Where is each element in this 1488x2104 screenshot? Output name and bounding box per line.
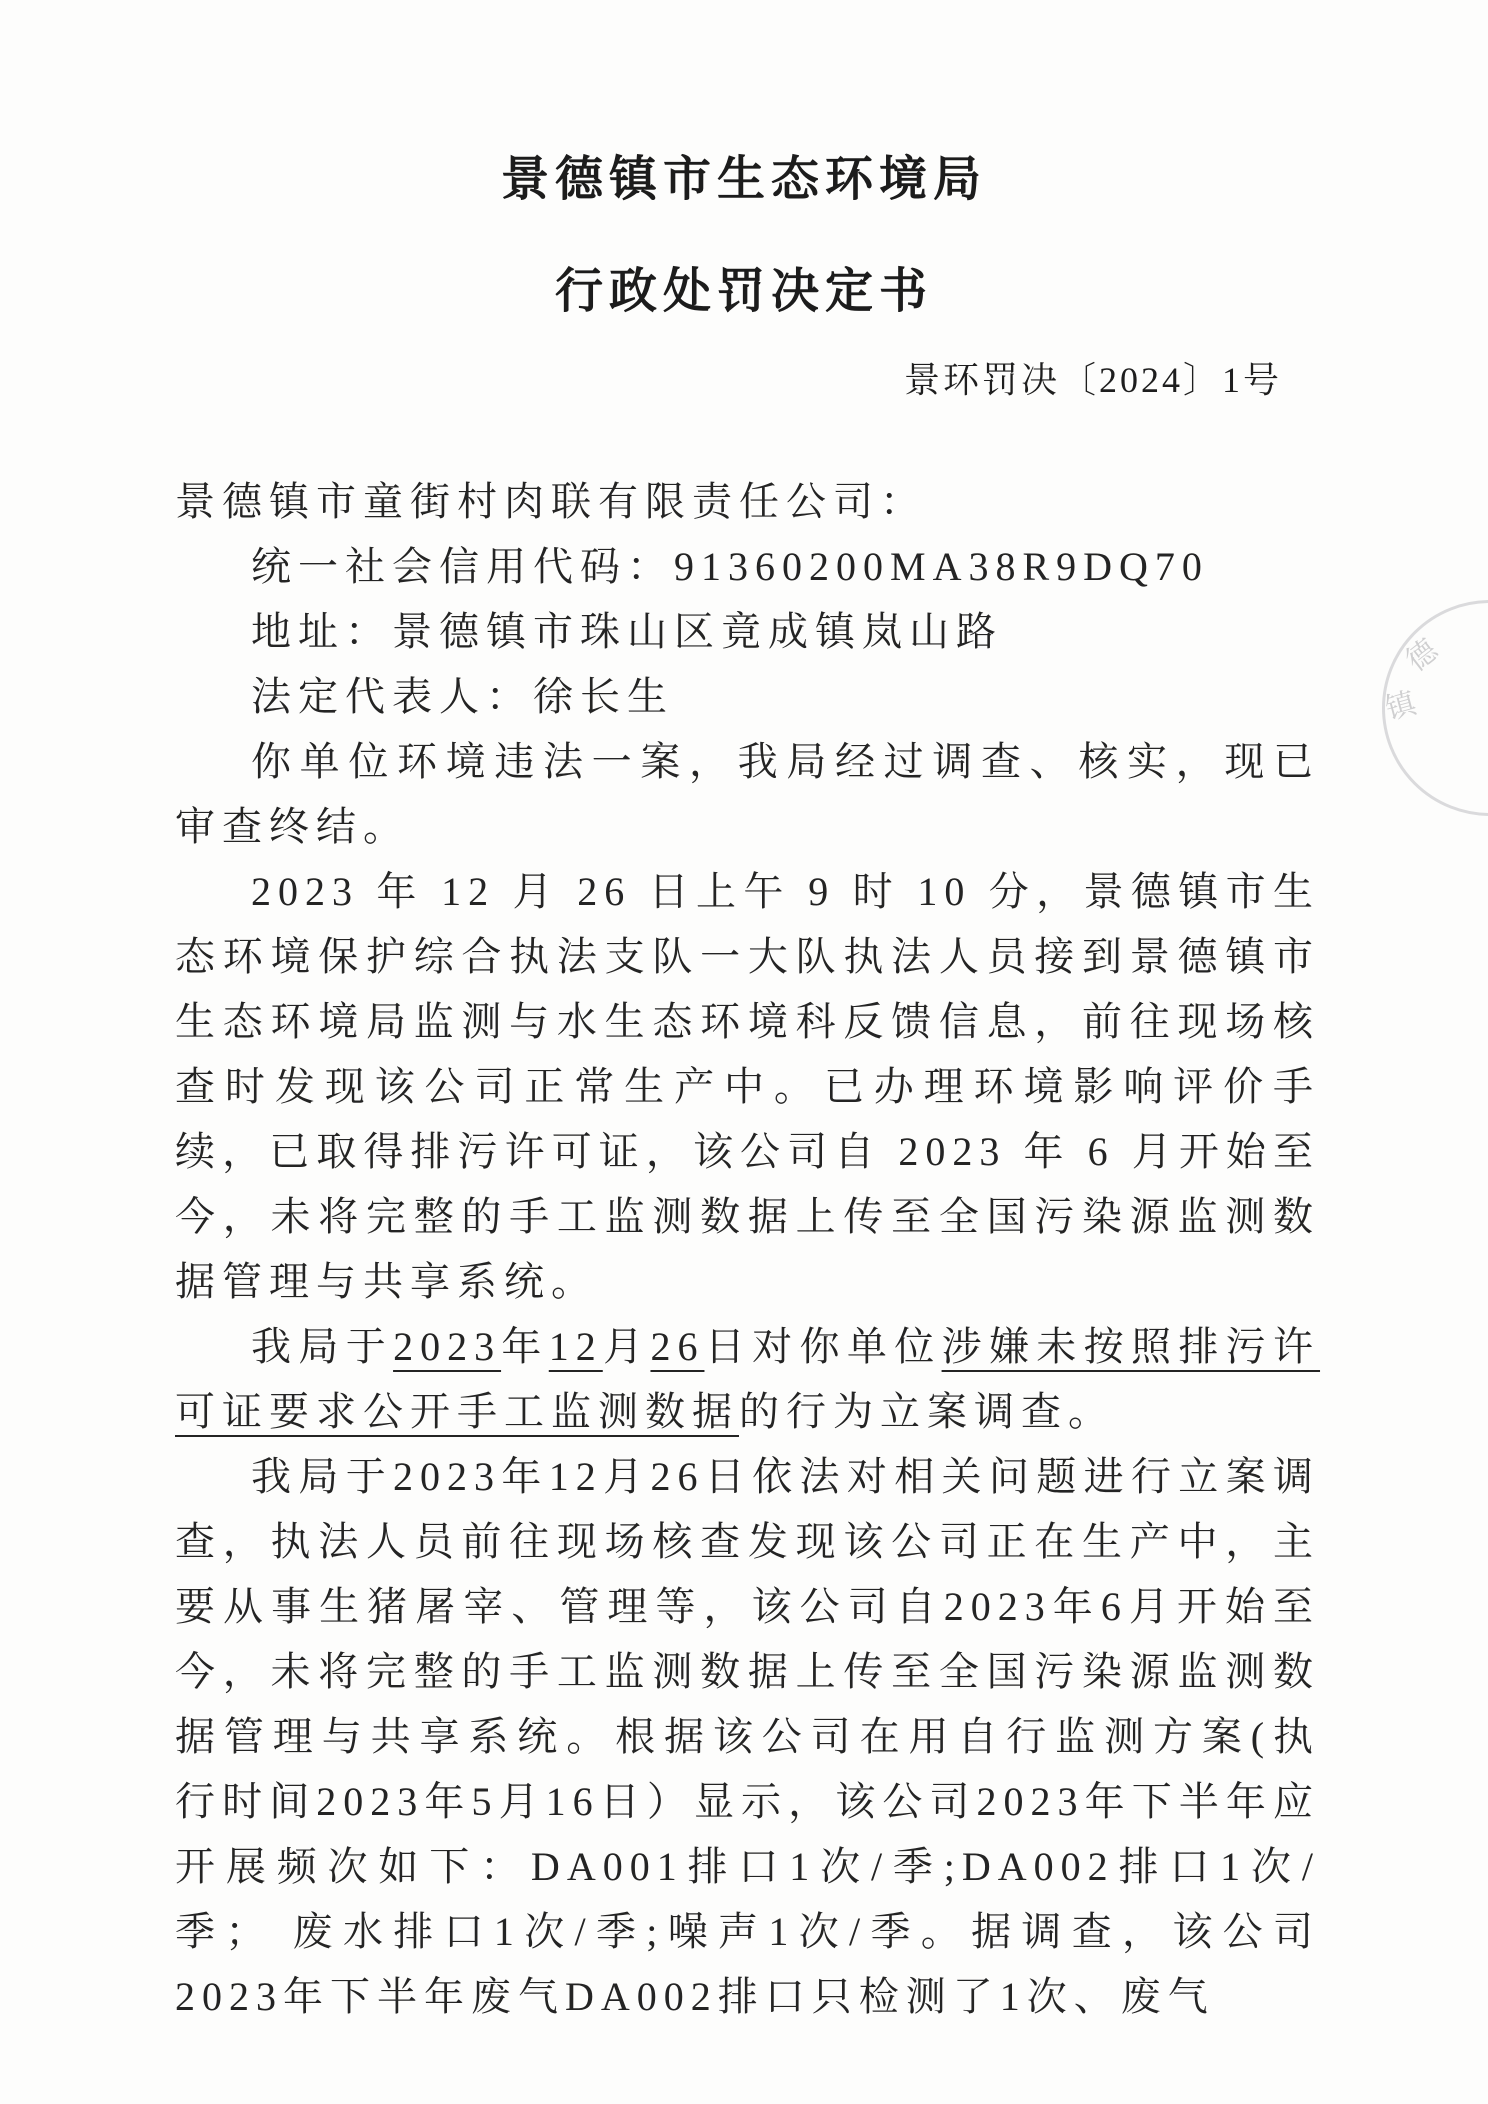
body-text-segment: 地址：景德镇市珠山区竟成镇岚山路 [251,609,1003,654]
underlined-text: 2023 [393,1324,502,1369]
paragraph [175,534,1320,599]
body-text-segment: 月 [602,1324,651,1369]
underlined-text: 涉嫌未按照排污许可证要求公开手工监测数据 [175,1324,1321,1434]
body-text-segment: 2023 年 12 月 26 日上午 9 时 10 分，景德镇市生态环境保护综合执法支队一大队执法人员接到景德镇市生态环境局监测与水生态环境科反馈信息，前往现场核查时发现该公司正常生产中。已办理环境影响评价手续，已取得排污许可证，该公司自 2023 年 6 月开始至今，未将完整的手工监测数据上传至全国污染源监测数据管理与共享系统。 [175,869,1320,1304]
body-text-segment: 景德镇市童街村肉联有限责任公司： [175,479,927,524]
paragraph [175,859,1320,1314]
document-header [0,0,1488,324]
document-number: 景环罚决〔2024〕1号 [903,360,1282,400]
body-text-segment: 我局于 [251,1324,394,1369]
document-body [0,469,1488,2029]
paragraph [175,599,1320,664]
body-text-segment: 法定代表人：徐长生 [251,674,674,719]
seal-character: 德 [1400,633,1445,678]
body-text-segment: 的行为立案调查。 [739,1389,1115,1434]
underlined-text: 26 [650,1324,705,1369]
underlined-text: 12 [548,1324,603,1369]
document-title-org: 景德镇市生态环境局 [500,153,987,206]
paragraph [175,664,1320,729]
paragraph [175,469,1320,534]
paragraph [175,1444,1320,2029]
paragraph [175,1314,1320,1444]
body-text-segment: 统一社会信用代码：91360200MA38R9DQ70 [251,544,1209,589]
seal-character: 镇 [1382,686,1420,727]
paragraph [175,729,1320,859]
body-text-segment: 你单位环境违法一案，我局经过调查、核实，现已审查终结。 [175,739,1320,849]
body-text-segment: 日对你单位 [704,1324,942,1369]
document-title-type: 行政处罚决定书 [554,265,933,318]
body-text-segment: 我局于2023年12月26日依法对相关问题进行立案调查，执法人员前往现场核查发现该公司正在生产中，主要从事生猪屠宰、管理等，该公司自2023年6月开始至今，未将完整的手工监测数据上传至全国污染源监测数据管理与共享系统。根据该公司在用自行监测方案(执行时间2023年5月16日）显示，该公司2023年下半年应开展频次如下：DA001排口1次/季;DA002排口1次/季； 废水排口1次/季;噪声1次/季。据调查，该公司2023年下半年废气DA002排口只检测了1次、废气 [175,1454,1320,2019]
body-text-segment: 年 [501,1324,549,1369]
